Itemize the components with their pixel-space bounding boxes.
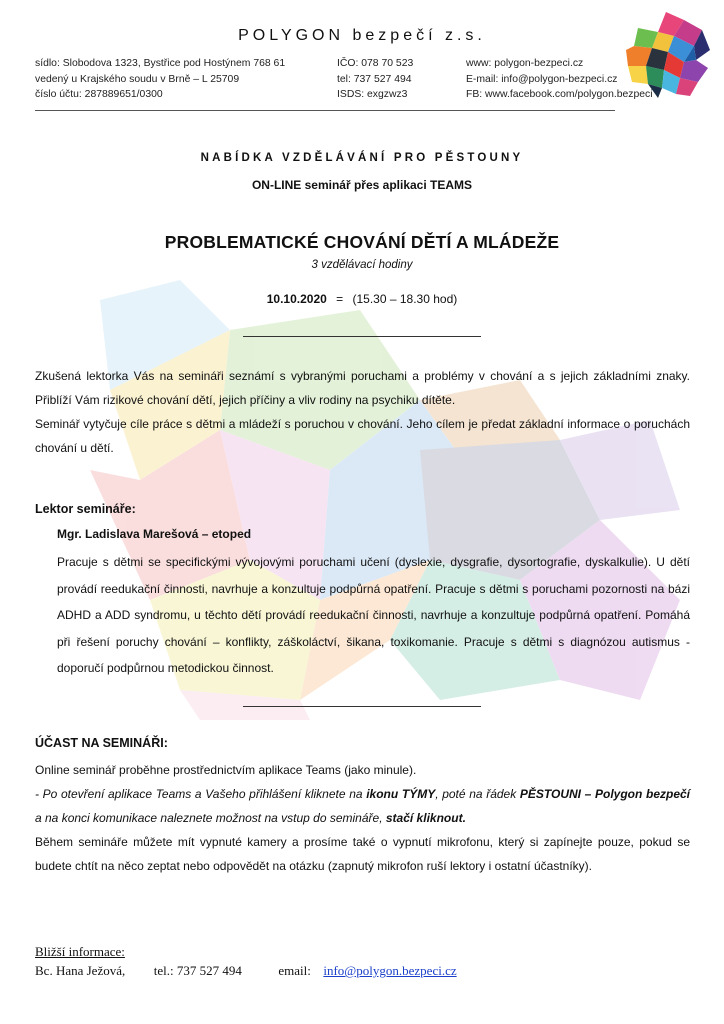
equals-sign: = [336, 292, 344, 306]
org-name: POLYGON bezpečí z.s. [238, 27, 486, 44]
instr-teams-icon-label: ikonu TÝMY [366, 787, 436, 801]
seminar-title: PROBLEMATICKÉ CHOVÁNÍ DĚTÍ A MLÁDEŽE [164, 232, 560, 252]
isds-line: ISDS: exgzwz3 [337, 89, 408, 100]
participation-instructions [35, 782, 690, 830]
contact-name: Bc. Hana Ježová, [35, 963, 126, 978]
participation-note: Během semináře můžete mít vypnuté kamery a prosíme také o vypnutí mikrofonu, který si zapínejte pouze, pokud se budete chtít na něco zeptat nebo odpovědět na otázku (zapnutý mikrofon ruší lektory i ostatní účastníky). [35, 835, 690, 873]
facebook-line: FB: www.facebook.com/polygon.bezpeci [466, 89, 653, 100]
www-line: www: polygon-bezpeci.cz [466, 58, 584, 69]
seminar-time: (15.30 – 18.30 hod) [352, 292, 458, 306]
email-line: E-mail: info@polygon-bezpeci.cz [466, 73, 618, 85]
instr-part: - Po otevření aplikace Teams a Vašeho přihlášení kliknete na [35, 787, 367, 801]
offer-subtitle: ON-LINE seminář přes aplikaci TEAMS [251, 178, 473, 192]
tel-line: tel: 737 527 494 [337, 73, 412, 85]
intro-text [35, 364, 690, 460]
contact-line [35, 963, 457, 979]
contact-email-link[interactable]: info@polygon.bezpeci.cz [323, 963, 457, 978]
seminar-date: 10.10.2020 [266, 292, 327, 306]
contact-heading: Bližší informace: [35, 944, 125, 959]
seminar-datetime [0, 292, 724, 306]
instr-part: a na konci komunikace naleznete možnost na vstup do semináře, [35, 811, 386, 825]
instr-row-label: PĚSTOUNI – Polygon bezpečí [519, 787, 691, 801]
seminar-hours: 3 vzdělávací hodiny [311, 259, 413, 271]
section-divider [243, 336, 481, 337]
org-ids [337, 56, 413, 103]
org-address [35, 56, 285, 103]
ico-line: IČO: 078 70 523 [337, 58, 414, 69]
lector-name: Mgr. Ladislava Marešová – etoped [57, 527, 252, 541]
header-divider [35, 110, 615, 111]
instr-click-label: stačí kliknout. [385, 811, 466, 825]
contact-tel: tel.: 737 527 494 [153, 963, 242, 978]
address-line: číslo účtu: 287889651/0300 [35, 89, 163, 100]
lector-bio: Pracuje s dětmi se specifickými vývojovými poruchami učení (dyslexie, dysgrafie, dysortografie, dyskalkulie). U dětí provádí reedukační činnosti, navrhuje a konzultuje podpůrná opatření. Pracuje s dětmi s poruchami pozornosti na bázi ADHD a ADD syndromu, u těchto dětí provádí reedukační činnosti, navrhuje a konzultuje podpůrná opatření. Pomáhá při řešení poruchy chování – konflikty, záškoláctví, šikana, toxikomanie. Pracuje s dětmi s diagnózou autismus - doporučí podpůrnou metodickou činnost. [57, 555, 690, 675]
intro-paragraph: Seminář vytyčuje cíle práce s dětmi a mládeží s poruchou v chování. Jeho cílem je předat základní informace o poruchách chování u dětí. [35, 417, 690, 455]
instr-part: , poté na řádek [435, 787, 520, 801]
org-web [466, 56, 653, 103]
participation-line: Online seminář proběhne prostřednictvím aplikace Teams (jako minule). [35, 763, 417, 777]
participation-heading: ÚČAST NA SEMINÁŘI: [35, 736, 168, 750]
lector-heading: Lektor semináře: [35, 502, 136, 516]
contact-email-label: email: [278, 963, 311, 978]
intro-paragraph: Zkušená lektorka Vás na semináři seznámí s vybranými poruchami a problémy v chování a s jejich základními znaky. Přiblíží Vám rizikové chování dětí, jejich příčiny a vliv rodiny na psychiku dítěte. [35, 369, 690, 407]
address-line: vedený u Krajského soudu v Brně – L 25709 [35, 73, 240, 85]
section-divider [243, 706, 481, 707]
address-line: sídlo: Slobodova 1323, Bystřice pod Hostýnem 768 61 [35, 58, 286, 69]
participation-text [35, 758, 690, 878]
offer-title: NABÍDKA VZDĚLÁVÁNÍ PRO PĚSTOUNY [200, 152, 524, 164]
